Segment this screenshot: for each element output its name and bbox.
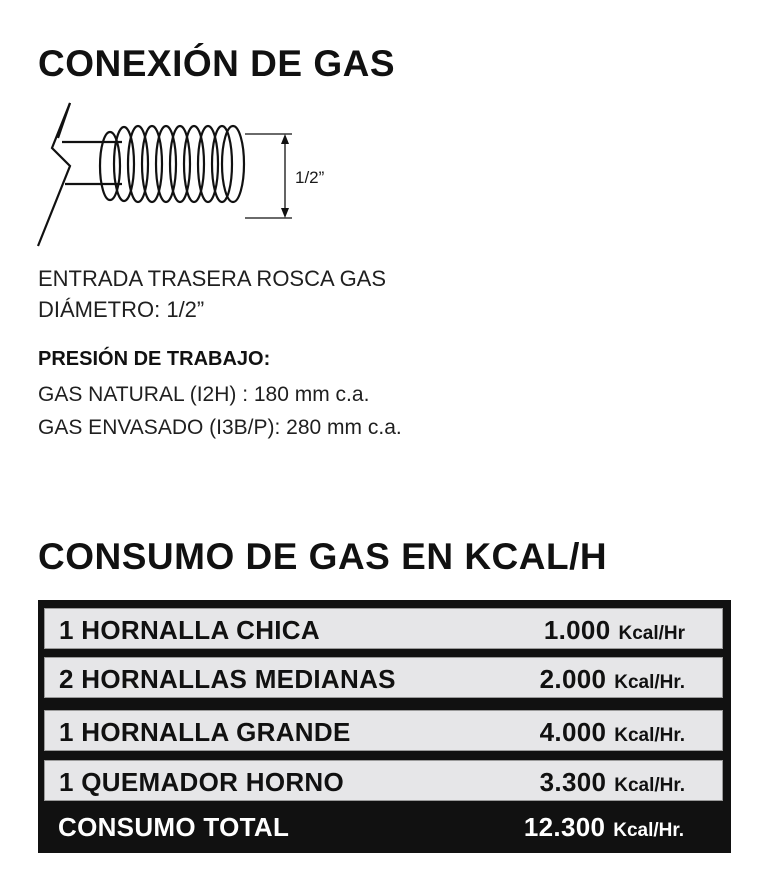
pressure-bottled-gas: GAS ENVASADO (I3B/P): 280 mm c.a. xyxy=(38,416,402,439)
table-row-oven-burner xyxy=(44,760,723,801)
entry-description xyxy=(38,263,386,325)
arrow-down-icon xyxy=(281,208,289,218)
row-label: 1 QUEMADOR HORNO xyxy=(59,767,345,797)
diameter-label: 1/2” xyxy=(295,168,325,187)
entry-line-thread: ENTRADA TRASERA ROSCA GAS xyxy=(38,266,387,291)
row-label: 1 HORNALLA GRANDE xyxy=(59,717,351,747)
pressure-natural-gas: GAS NATURAL (I2H) : 180 mm c.a. xyxy=(38,383,370,406)
section-title-gas-connection: CONEXIÓN DE GAS xyxy=(38,43,395,84)
row-value: 2.000 Kcal/Hr. xyxy=(539,664,685,694)
consumption-table xyxy=(38,600,731,853)
arrow-up-icon xyxy=(281,134,289,144)
threaded-pipe-diagram xyxy=(30,98,350,256)
row-value: 1.000 Kcal/Hr xyxy=(543,615,685,645)
section-title-consumption: CONSUMO DE GAS EN KCAL/H xyxy=(38,536,608,577)
table-row-medium-burners xyxy=(44,657,723,698)
row-label: 1 HORNALLA CHICA xyxy=(59,615,320,645)
row-value: 4.000 Kcal/Hr. xyxy=(539,717,685,747)
pressure-heading: PRESIÓN DE TRABAJO: xyxy=(38,348,271,370)
table-row-small-burner xyxy=(44,608,723,649)
row-value: 3.300 Kcal/Hr. xyxy=(539,767,685,797)
row-label: 2 HORNALLAS MEDIANAS xyxy=(59,664,396,694)
table-row-total xyxy=(44,804,723,850)
table-row-large-burner xyxy=(44,710,723,751)
thread-coils xyxy=(100,126,244,202)
pressure-values xyxy=(38,378,402,444)
total-value: 12.300 Kcal/Hr. xyxy=(523,812,684,842)
pipe-break-line xyxy=(38,103,70,246)
entry-line-diameter: DIÁMETRO: 1/2” xyxy=(38,297,205,322)
total-label: CONSUMO TOTAL xyxy=(58,812,290,842)
